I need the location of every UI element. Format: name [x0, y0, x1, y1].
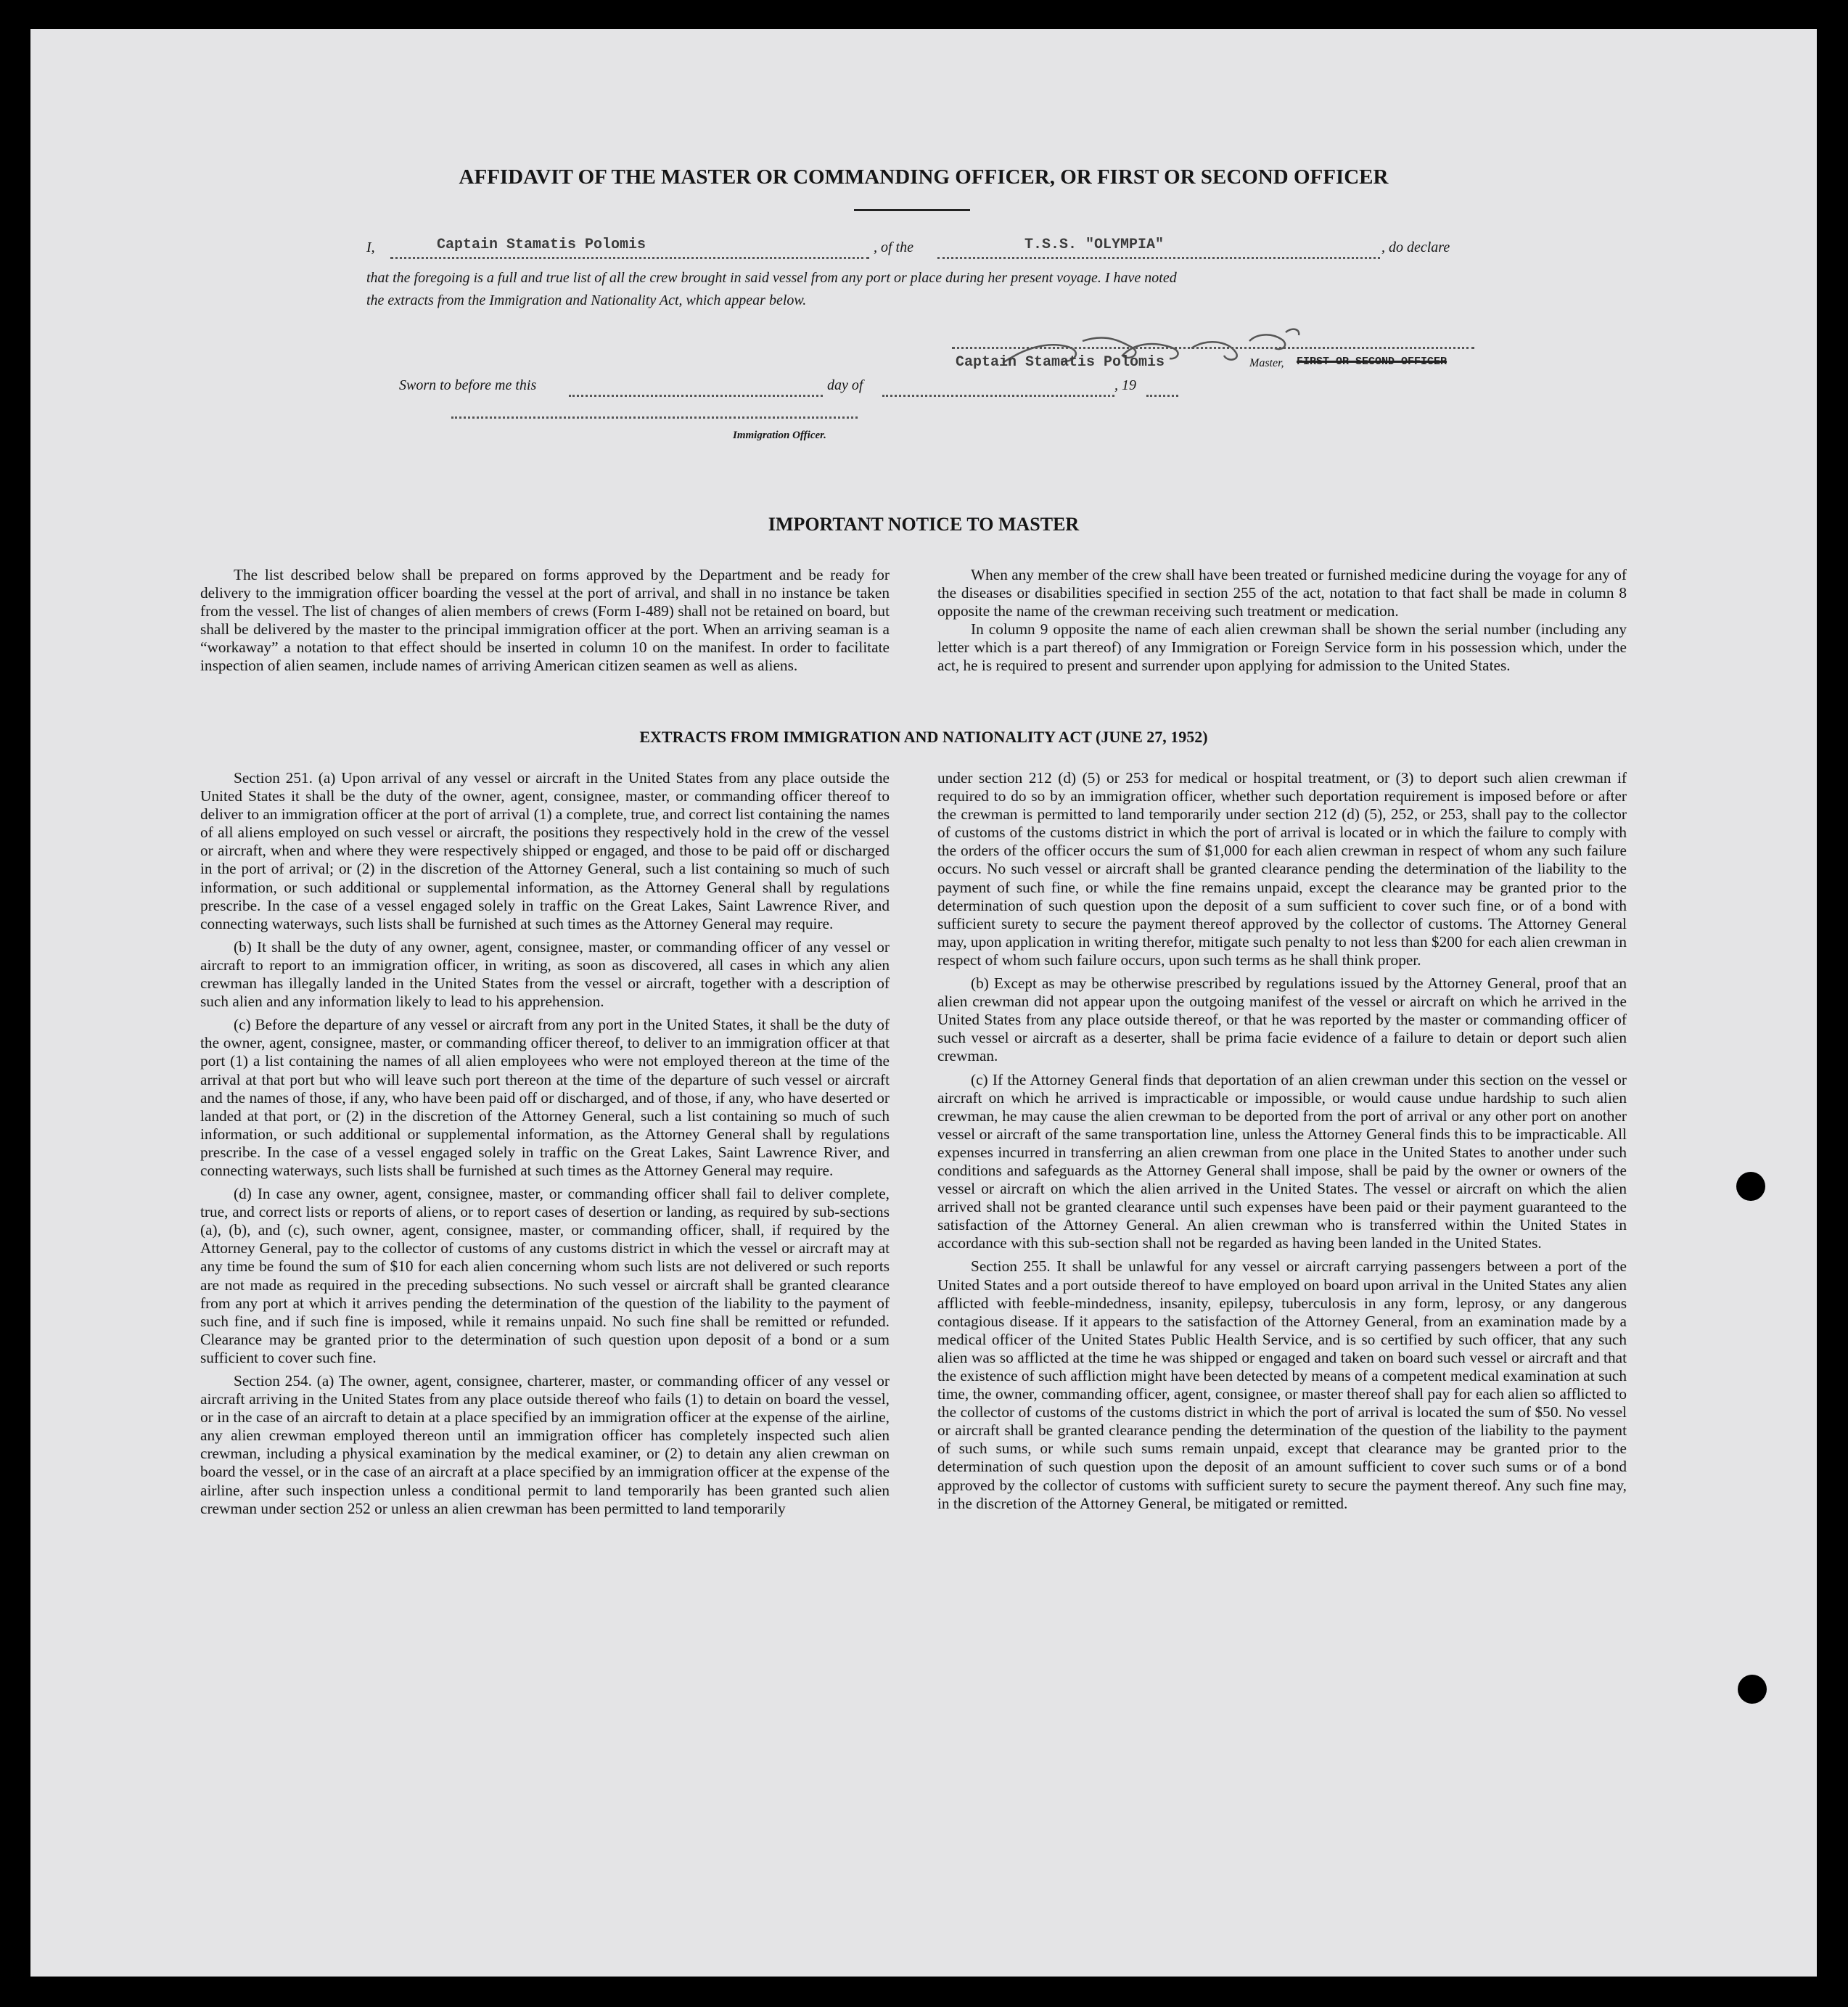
- i-label: I,: [366, 239, 375, 255]
- sworn-year-blank: [1146, 377, 1178, 397]
- notice-right-column: [937, 566, 1627, 676]
- master-label: Master,: [1249, 357, 1284, 369]
- binder-hole: [1736, 1172, 1765, 1201]
- section-254a-continued: under section 212 (d) (5) or 253 for medical or hospital treatment, or (3) to deport such alien crewman if required to do so by an immigration officer, whether such deportation requirement is imposed before or after the crewman is permitted to land temporarily under section 212 (d) (5), 252, or 253, shall pay to the collector of customs of the customs district in which the port of arrival is located or in which the failure to comply with the orders of the officer occurs the sum of $1,000 for each alien crewman in respect of whom any such failure occurs. No such vessel or aircraft shall be granted clearance pending the determination of the liability to the payment of such fine, or while the fine remains unpaid, except the clearance may be granted prior to the determination of such question upon the deposit of a sum sufficient to cover such fine, or of a bond with sufficient surety to secure the payment thereof approved by the collector of customs. The Attorney General may, upon application in writing therefor, mitigate such penalty to not less than $200 for each alien crewman in respect of whom such failure occurs, upon such terms as he shall think proper.: [937, 769, 1627, 969]
- section-251d: (d) In case any owner, agent, consignee, master, or commanding officer shall fail to deliver complete, true, and correct lists or reports of aliens, or to report cases of desertion or landing, as required by sub-sections (a), (b), and (c), such owner, agent, consignee, master, or commanding officer, shall, if required by the Attorney General, pay to the collector of customs of any customs district in which the vessel or aircraft may at any time be found the sum of $10 for each alien concerning whom such lists are not delivered or such reports are not made as required in the preceding subsections. No such vessel or aircraft shall be granted clearance from any port at which it arrives pending the determination of the question of the liability to the payment of such fine, and if such fine is imposed, while it remains unpaid. No such fine shall be remitted or refunded. Clearance may be granted prior to the determination of such question upon deposit of a bond or a sum sufficient to cover such fine.: [200, 1185, 890, 1366]
- document-page: [30, 29, 1817, 1977]
- title-rule: [854, 209, 970, 211]
- section-254b: (b) Except as may be otherwise prescribed by regulations issued by the Attorney General, proof that an alien crewman did not appear upon the outgoing manifest of the vessel or aircraft on which he arrived in the United States from any place outside thereof, or that he was reported by the master or commanding officer of such vessel or aircraft as a deserter, shall be prima facie evidence of a failure to detain or deport such alien crewman.: [937, 974, 1627, 1065]
- master-name-typed: Captain Stamatis Polomis: [437, 237, 646, 253]
- officer-signature-rule: [451, 415, 858, 419]
- declaration-line-2: that the foregoing is a full and true list of all the crew brought in said vessel from any port or place during her present voyage. I have noted: [366, 270, 1177, 286]
- vessel-name-typed: T.S.S. "OLYMPIA": [1024, 237, 1165, 253]
- section-251c: (c) Before the departure of any vessel or aircraft from any port in the United States, it shall be the duty of the owner, agent, consignee, master, or commanding officer thereof, to deliver to an immigration officer at that port (1) a list containing the names of all alien employees who were not employed thereon at the time of the arrival at that port but who will leave such port thereon at the time of the departure of such vessel or aircraft and the names of those, if any, who have been paid off or discharged, and of those, if any, who have deserted or landed at that port, or (2) in the discretion of the Attorney General, such a list containing so much of such information, or such additional or supplemental information, as the Attorney General shall by regulations prescribe. In the case of a vessel engaged solely in traffic on the Great Lakes, Saint Lawrence River, and connecting waterways, such lists shall be furnished at such times as the Attorney General may require.: [200, 1016, 890, 1179]
- extracts-right-column: [937, 769, 1627, 1518]
- immigration-officer-label: Immigration Officer.: [733, 430, 826, 441]
- struck-officer-text: FIRST OR SECOND OFFICER: [1297, 356, 1447, 368]
- section-254c: (c) If the Attorney General finds that deportation of an alien crewman under this section on the vessel or aircraft on which he arrived is impracticable or impossible, or would cause undue hardship to such alien crewman, he may cause the alien crewman to be deported from the port of arrival or any other port on another vessel or aircraft of the same transportation line, unless the Attorney General finds this to be impracticable. All expenses incurred in transferring an alien crewman from one place in the United States to another under such conditions and safeguards as the Attorney General shall impose, shall be paid by the owner or owners of the vessel or aircraft on which the alien arrived in the United States. The vessel or aircraft on which the alien arrived shall not be granted clearance until such expenses have been paid or their payment guaranteed to the satisfaction of the Attorney General. An alien crewman who is transferred within the United States in accordance with this sub-section shall not be regarded as having been landed in the United States.: [937, 1070, 1627, 1252]
- section-255: Section 255. It shall be unlawful for any vessel or aircraft carrying passengers between a port of the United States and a port outside thereof to have employed on board upon arrival in the United States any alien afflicted with feeble-mindedness, insanity, epilepsy, tuberculosis in any form, leprosy, or any dangerous contagious disease. If it appears to the satisfaction of the Attorney General, from an examination made by a medical officer of the United States Public Health Service, and is so certified by such officer, that any such alien was so afflicted at the time he was shipped or engaged and taken on board such vessel or aircraft and that the existence of such affliction might have been detected by means of a competent medical examination at such time, the owner, commanding officer, agent, consignee, or master thereof shall pay for each alien so afflicted to the collector of customs of the customs district in which the port of arrival is located the sum of $50. No vessel or aircraft shall be granted clearance pending the determination of the question of the liability to the payment of such sums, or while such sums remain unpaid, except that clearance may be granted prior to the determination of such question upon the deposit of an amount sufficient to cover such sums or of a bond approved by the collector of customs with sufficient surety to secure the payment thereof. Any such fine may, in the discretion of the Attorney General, be mitigated or remitted.: [937, 1257, 1627, 1512]
- section-251a: Section 251. (a) Upon arrival of any vessel or aircraft in the United States from any place outside the United States it shall be the duty of the owner, agent, consignee, master, or commanding officer thereof to deliver to an immigration officer at the port of arrival (1) a complete, true, and correct list containing the names of all aliens employed on such vessel or aircraft, the positions they respectively hold in the crew of the vessel or aircraft, when and where they were respectively shipped or engaged, and those to be paid off or discharged in the port of arrival; or (2) in the discretion of the Attorney General, such a list containing so much of such information, or such additional or supplemental information, as the Attorney General shall by regulations prescribe. In the case of a vessel engaged solely in traffic on the Great Lakes, Saint Lawrence River, and connecting waterways, such lists shall be furnished at such times as the Attorney General may require.: [200, 769, 890, 932]
- section-254a-start: Section 254. (a) The owner, agent, consignee, charterer, master, or commanding officer of any vessel or aircraft arriving in the United States from any place outside thereof who fails (1) to detain on board the vessel, or in the case of an aircraft to detain at a place specified by an immigration officer at the expense of the airline, any alien crewman employed thereon until an immigration officer has completely inspected such alien crewman, including a physical examination by the medical examiner, or (2) to detain any alien crewman on board the vessel, or in the case of an aircraft at a place specified by an immigration officer at the expense of the airline, after such inspection unless a conditional permit to land temporarily has been granted such alien crewman under section 252 or unless an alien crewman has been permitted to land temporarily: [200, 1372, 890, 1517]
- notice-right-text-1: When any member of the crew shall have been treated or furnished medicine during the voyage for any of the diseases or disabilities specified in section 255 of the act, notation to that fact shall be made in column 8 opposite the name of the crewman receiving such treatment or medication.: [937, 566, 1627, 620]
- declaration-line-3: the extracts from the Immigration and Nationality Act, which appear below.: [366, 292, 807, 308]
- sworn-day-blank: [569, 377, 823, 397]
- signature-typed: Captain Stamatis Polomis: [956, 354, 1165, 371]
- notice-title: IMPORTANT NOTICE TO MASTER: [768, 514, 1080, 535]
- day-of-label: day of: [827, 377, 863, 393]
- of-the-label: , of the: [874, 239, 913, 255]
- notice-left-text: The list described below shall be prepared on forms approved by the Department and be ready for delivery to the immigration officer boarding the vessel at the port of arrival, and shall in no instance be taken from the vessel. The list of changes of alien members of crews (Form I-489) shall not be retained on board, but shall be delivered by the master to the principal immigration officer at the port. When an arriving seaman is a “workaway” a notation to that effect should be inserted in column 10 on the manifest. In order to facilitate inspection of alien seamen, include names of arriving American citizen seamen as well as aliens.: [200, 566, 890, 675]
- do-declare-label: , do declare: [1381, 239, 1450, 255]
- section-251b: (b) It shall be the duty of any owner, agent, consignee, master, or commanding officer of any vessel or aircraft to report to an immigration officer, in writing, as soon as discovered, all cases in which any alien crewman has illegally landed in the United States from the vessel or aircraft, together with a description of such alien and any information likely to lead to his apprehension.: [200, 937, 890, 1011]
- notice-right-text-2: In column 9 opposite the name of each alien crewman shall be shown the serial number (including any letter which is a part thereof) of any Immigration or Foreign Service form in his possession which, under the act, he is required to present and surrender upon applying for admission to the United States.: [937, 620, 1627, 675]
- extracts-title: EXTRACTS FROM IMMIGRATION AND NATIONALITY ACT (JUNE 27, 1952): [639, 728, 1208, 746]
- sworn-month-blank: [882, 377, 1114, 397]
- year-label: , 19: [1114, 377, 1136, 393]
- sworn-label: Sworn to before me this: [399, 377, 537, 393]
- extracts-left-column: [200, 769, 890, 1523]
- notice-left-column: [200, 566, 890, 676]
- binder-hole: [1738, 1675, 1767, 1704]
- affidavit-title: AFFIDAVIT OF THE MASTER OR COMMANDING OFFICER, OR FIRST OR SECOND OFFICER: [459, 165, 1389, 189]
